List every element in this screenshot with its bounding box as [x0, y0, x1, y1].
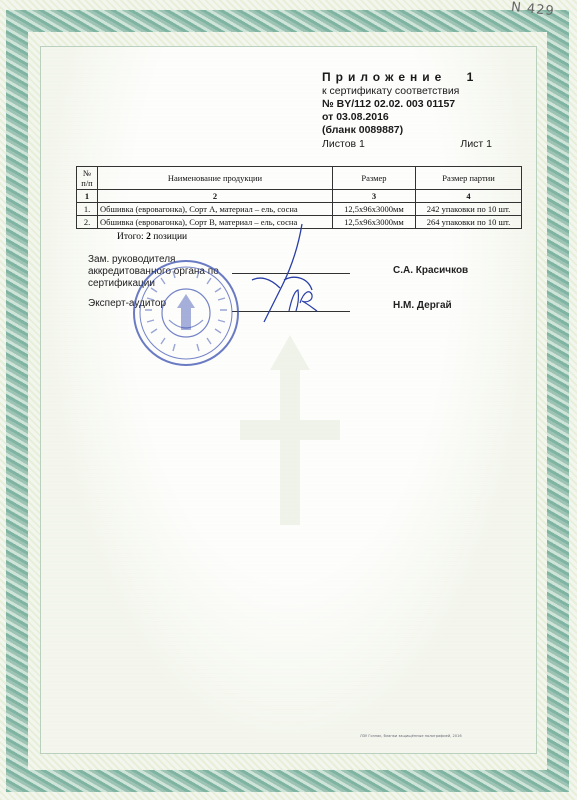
certificate-date: от 03.08.2016	[322, 111, 389, 124]
handwritten-number: N 429	[510, 0, 556, 20]
expert-signature-icon	[286, 287, 320, 313]
watermark-emblem-icon	[230, 330, 350, 530]
header-batch-size: Размер партии	[416, 167, 522, 190]
row-size: 12,5х96х3000мм	[333, 203, 416, 216]
table-header-row	[77, 167, 522, 190]
appendix-title-word: Приложение	[322, 70, 447, 84]
table-row	[77, 203, 522, 216]
appendix-title-number: 1	[466, 70, 479, 84]
total-line	[117, 232, 187, 242]
row-product-name: Обшивка (евровагонка), Сорт В, материал – ель, сосна	[98, 216, 333, 229]
expert-name: Н.М. Дергай	[393, 300, 452, 311]
header-size: Размер	[333, 167, 416, 190]
blank-number: (бланк 0089887)	[322, 124, 404, 137]
deputy-title-line: аккредитованного органа по	[88, 266, 219, 277]
row-product-name: Обшивка (евровагонка), Сорт А, материал – ель, сосна	[98, 203, 333, 216]
row-size: 12,5х96х3000мм	[333, 216, 416, 229]
deputy-title-line: сертификации	[88, 278, 155, 289]
appendix-title	[322, 70, 522, 85]
sheet-number: Лист 1	[460, 137, 492, 150]
total-value: 2	[146, 232, 151, 242]
row-number: 2.	[77, 216, 98, 229]
row-batch-size: 264 упаковки по 10 шт.	[416, 216, 522, 229]
index-cell: 2	[98, 190, 333, 203]
round-stamp-icon	[131, 258, 241, 368]
index-cell: 4	[416, 190, 522, 203]
certificate-line: к сертификату соответствия	[322, 85, 460, 97]
total-label: Итого:	[117, 232, 144, 242]
table-index-row	[77, 190, 522, 203]
index-cell: 1	[77, 190, 98, 203]
row-number: 1.	[77, 203, 98, 216]
header-product-name: Наименование продукции	[98, 167, 333, 190]
certificate-number: № BY/112 02.02. 003 01157	[322, 98, 456, 111]
sheets-count: Листов 1	[322, 137, 365, 150]
sheets-info	[322, 138, 492, 151]
index-cell: 3	[333, 190, 416, 203]
printer-footer: ЛЗУ Гознак, бланки защищённые полиграфией, 2016	[360, 734, 462, 738]
expert-title: Эксперт-аудитор	[88, 298, 167, 309]
deputy-name: С.А. Красичков	[393, 265, 469, 276]
total-unit: позиции	[153, 232, 188, 242]
row-batch-size: 242 упаковки по 10 шт.	[416, 203, 522, 216]
deputy-title-line: Зам. руководителя	[88, 254, 176, 265]
header-number: № п/п	[77, 167, 98, 190]
appendix-header	[322, 70, 522, 151]
